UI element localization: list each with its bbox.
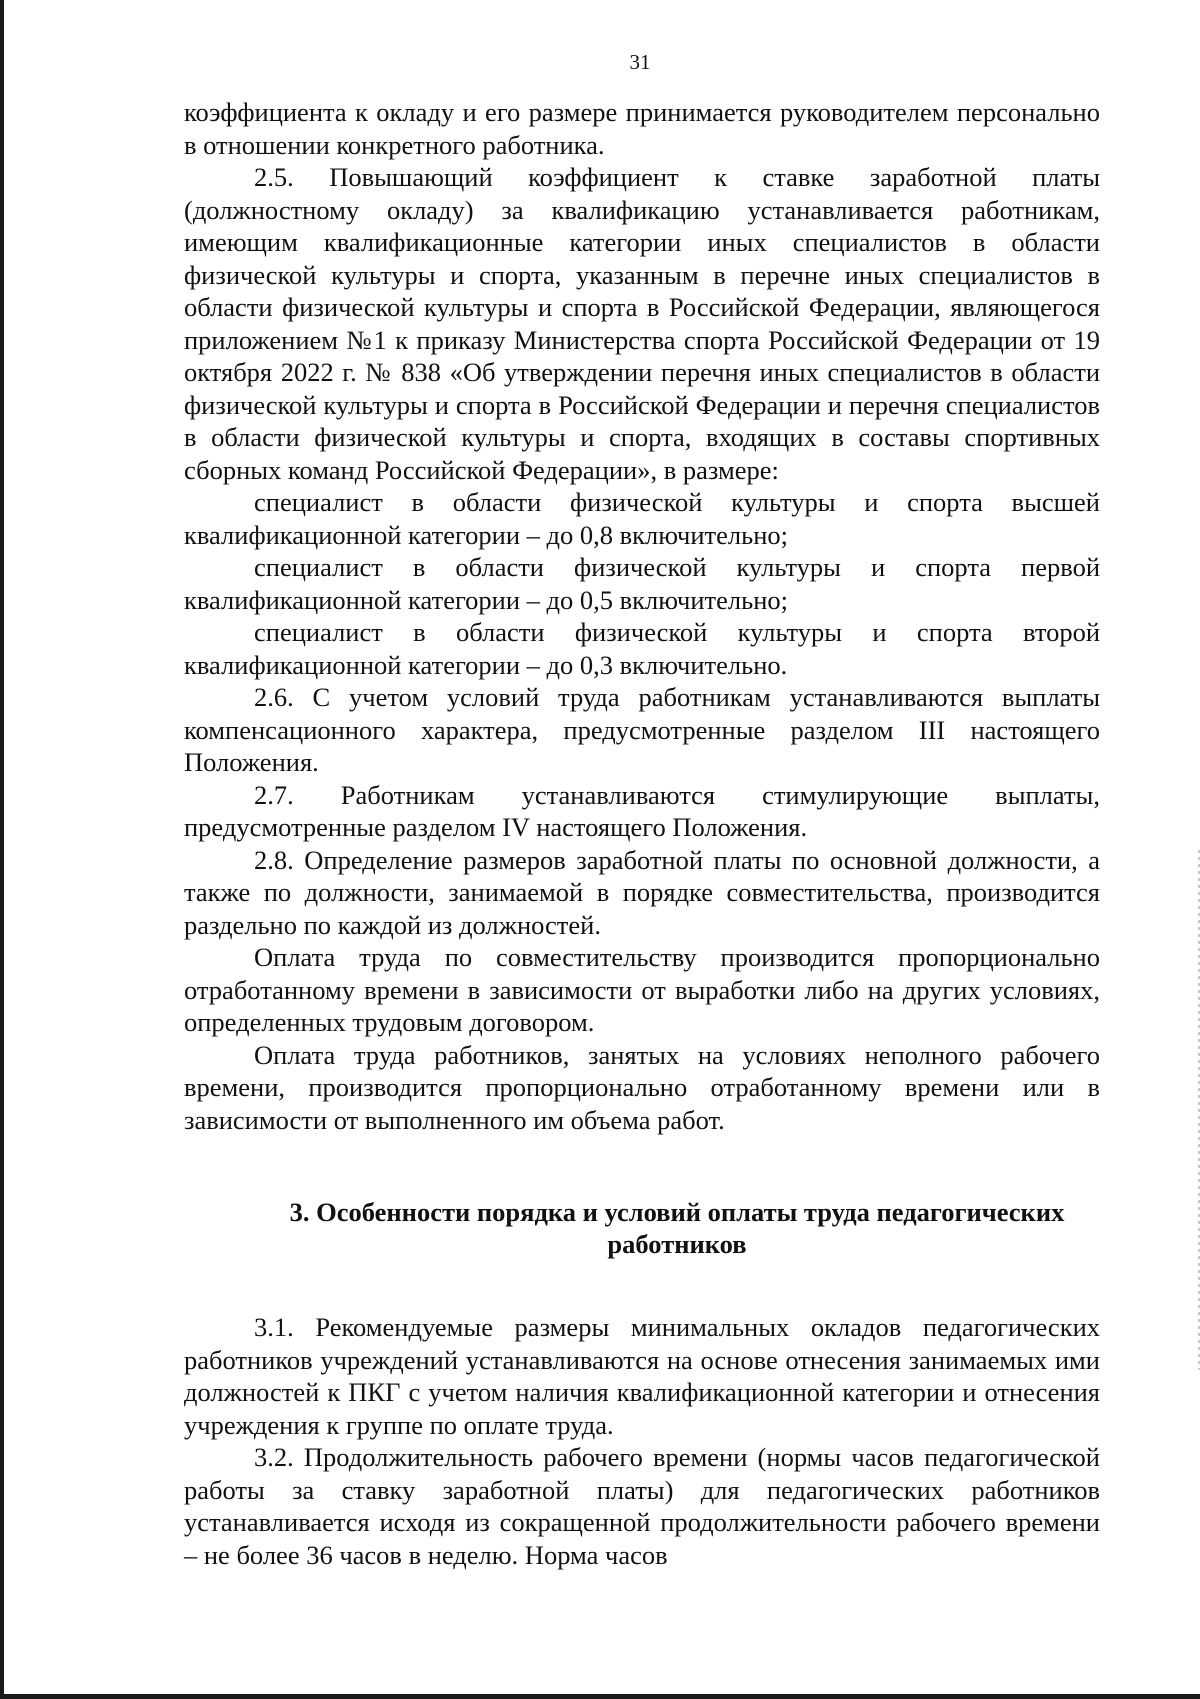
paragraph-part-time-pay: Оплата труда по совместительству производится пропорционально отработанному времени в зависимости от выработки либо на других условиях, определенных трудовым договором. — [184, 942, 1100, 1037]
paragraph-continuation: коэффициента к окладу и его размере принимается руководителем персонально в отношении конкретного работника. — [184, 97, 1100, 160]
page-number: 31 — [629, 50, 651, 74]
section-heading: 3. Особенности порядка и условий оплаты труда педагогических работников — [289, 1197, 1065, 1259]
paragraph-2-8: 2.8. Определение размеров заработной платы по основной должности, а также по должности, занимаемой в порядке совместительства, производится раздельно по каждой из должностей. — [184, 844, 1100, 940]
scan-border-bottom — [0, 1694, 1200, 1699]
paragraph-3-2: 3.2. Продолжительность рабочего времени (нормы часов педагогической работы за ставку заработной платы) для педагогических работников устанавливается исходя из сокращенной продолжительности рабочего времени – не более 36 часов в неделю. Норма часов — [184, 1442, 1100, 1570]
paragraph-2-6: 2.6. С учетом условий труда работникам устанавливаются выплаты компенсационного характера, предусмотренные разделом III настоящего Положения. — [184, 682, 1100, 777]
scan-border-left — [0, 0, 4, 1699]
paragraph-2-5: 2.5. Повышающий коэффициент к ставке заработной платы (должностному окладу) за квалификацию устанавливается работникам, имеющим квалификационные категории иных специалистов в области физической культуры и спорта, указанным в перечне иных специалистов в области физической культуры и спорта в Российской Федерации, являющегося приложением №1 к приказу Министерства спорта Российской Федерации от 19 октября 2022 г. № 838 «Об утверждении перечня иных специалистов в области физической культуры и спорта в Российской Федерации и перечня специалистов в области физической культуры и спорта, входящих в составы спортивных сборных команд Российской Федерации», в размере: — [184, 162, 1100, 485]
paragraph-reduced-hours-pay: Оплата труда работников, занятых на условиях неполного рабочего времени, производится пропорционально отработанному времени или в зависимости от выполненного им объема работ. — [184, 1039, 1100, 1135]
paragraph-3-1: 3.1. Рекомендуемые размеры минимальных окладов педагогических работников учреждений устанавливаются на основе отнесения занимаемых ими должностей к ПКГ с учетом наличия квалификационной категории и отнесения учреждения к группе по оплате труда. — [184, 1312, 1100, 1440]
list-item-second-category: специалист в области физической культуры и спорта второй квалификационной категории – до 0,3 включительно. — [184, 617, 1100, 680]
document-body — [184, 96, 1100, 1571]
list-item-first-category: специалист в области физической культуры и спорта первой квалификационной категории – до 0,5 включительно; — [184, 552, 1100, 615]
list-item-highest-category: специалист в области физической культуры и спорта высшей квалификационной категории – до 0,8 включительно; — [184, 487, 1100, 550]
paragraph-2-7: 2.7. Работникам устанавливаются стимулирующие выплаты, предусмотренные разделом IV настоящего Положения. — [184, 779, 1100, 842]
